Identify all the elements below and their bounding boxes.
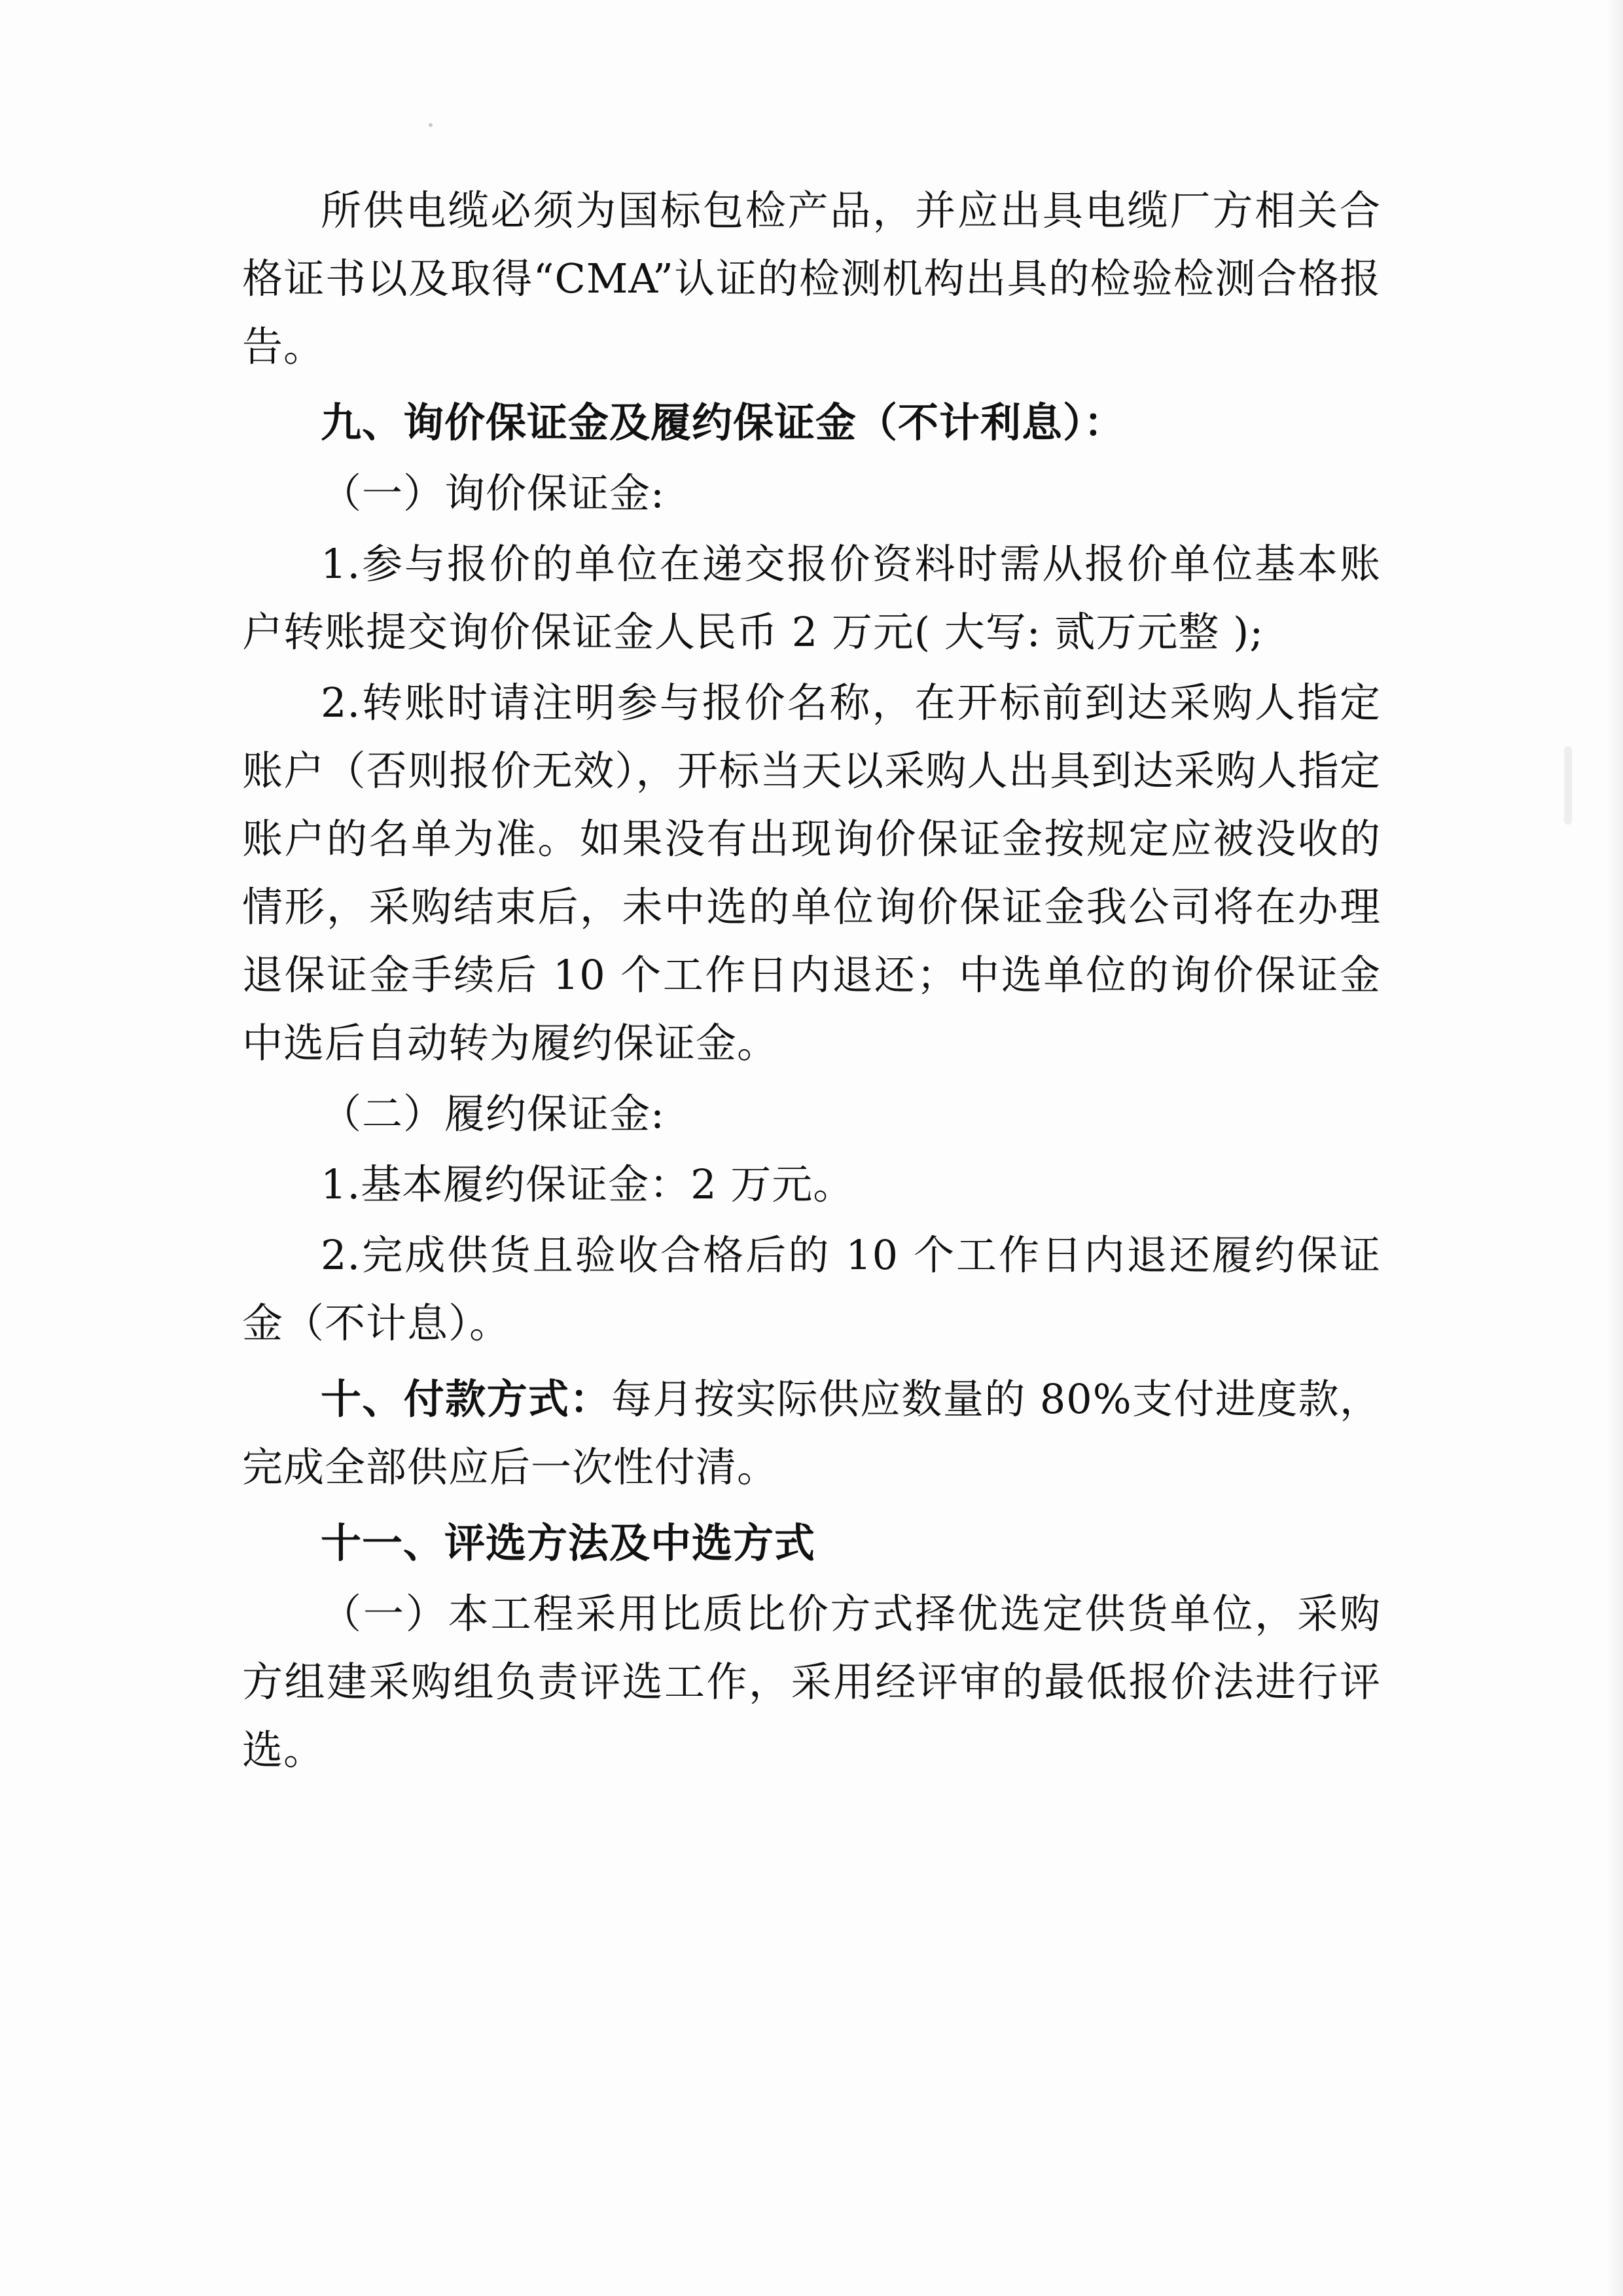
paragraph-deposit-item-1: 1.参与报价的单位在递交报价资料时需从报价单位基本账户转账提交询价保证金人民币 2 万元( 大写: 贰万元整 ); xyxy=(242,540,1381,656)
paragraph-performance-item-2: 2.完成供货且验收合格后的 10 个工作日内退还履约保证金（不计息）。 xyxy=(242,1231,1381,1347)
section-heading-ten-text: 每月按实际供应数量的 80%支付进度款，完成全部供应后一次性付清。 xyxy=(242,1375,1381,1491)
spacer xyxy=(242,1504,1381,1509)
subsection-inquiry-deposit-title: （一）询价保证金: xyxy=(321,469,665,517)
document-body xyxy=(242,177,1381,1787)
section-heading-eleven: 十一、评选方法及中选方式 xyxy=(321,1519,816,1567)
paragraph-cable-requirements: 所供电缆必须为国标包检产品，并应出具电缆厂方相关合格证书以及取得“CMA”认证的检测机构出具的检验检测合格报告。 xyxy=(242,187,1381,370)
page-edge-shadow xyxy=(1606,0,1623,2296)
section-heading-nine: 九、询价保证金及履约保证金（不计利息）： xyxy=(321,399,1126,446)
paragraph-performance-item-1: 1.基本履约保证金：2 万元。 xyxy=(321,1160,855,1208)
page-fold-mark xyxy=(1564,746,1572,825)
subsection-performance-deposit-title: （二）履约保证金: xyxy=(321,1090,665,1138)
section-heading-ten xyxy=(242,1365,1381,1501)
spacer xyxy=(242,384,1381,389)
section-heading-ten-label: 十、付款方式： xyxy=(321,1375,611,1423)
scan-speck xyxy=(429,123,433,127)
paragraph-evaluation-method: （一）本工程采用比质比价方式择优选定供货单位，采购方组建采购组负责评选工作，采用经评审的最低报价法进行评选。 xyxy=(242,1590,1381,1774)
paragraph-deposit-item-2: 2.转账时请注明参与报价名称，在开标前到达采购人指定账户（否则报价无效），开标当天以采购人出具到达采购人指定账户的名单为准。如果没有出现询价保证金按规定应被没收的情形，采购结束后，未中选的单位询价保证金我公司将在办理退保证金手续后 10 个工作日内退还；中选单位的询价保证金中选后自动转为履约保证金。 xyxy=(242,679,1381,1067)
spacer xyxy=(242,1360,1381,1365)
